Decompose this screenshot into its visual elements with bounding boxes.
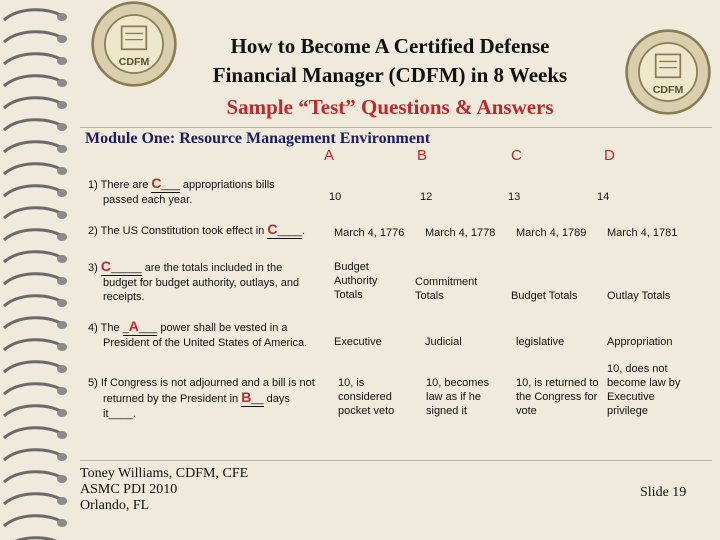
binding-hole: [57, 145, 67, 153]
spiral-binding: [0, 0, 70, 540]
binding-ring: [4, 76, 62, 86]
q1-option-a: 10: [329, 191, 342, 203]
question-5-line2: returned by the President in: [103, 393, 242, 405]
q4-option-c: legislative: [516, 336, 565, 348]
binding-hole: [57, 321, 67, 329]
module-heading: Module One: Resource Management Environment: [85, 130, 431, 147]
binding-ring: [4, 252, 62, 262]
question-5-line3: it____.: [103, 408, 137, 420]
presenter-footer: [80, 466, 248, 514]
binding-hole: [57, 211, 67, 219]
question-3-text: 3): [88, 262, 101, 274]
binding-hole: [57, 123, 67, 131]
q5-option-a: 10, is considered pocket veto: [338, 377, 395, 417]
binding-hole: [57, 453, 67, 461]
question-3-answer: C: [100, 258, 111, 274]
q5-option-d: 10, does not become law by Executive privilege: [607, 363, 681, 417]
event-location: Orlando, FL: [80, 498, 150, 513]
binding-ring: [4, 406, 62, 416]
binding-hole: [57, 431, 67, 439]
binding-hole: [57, 343, 67, 351]
q2-option-a: March 4, 1776: [334, 227, 405, 239]
binding-hole: [57, 387, 67, 395]
binding-ring: [4, 340, 62, 350]
question-4-text-end: power shall be vested in a: [157, 322, 288, 334]
page-title-line2: Financial Manager (CDFM) in 8 Weeks: [212, 63, 568, 87]
binding-hole: [57, 167, 67, 175]
question-4-text: 4) The: [88, 322, 123, 334]
question-3-line2: budget for budget authority, outlays, and: [103, 277, 300, 289]
q2-option-c: March 4, 1789: [516, 227, 587, 239]
question-1-text-end: appropriations bills: [179, 179, 275, 191]
binding-ring: [4, 10, 62, 20]
binding-hole: [57, 101, 67, 109]
binding-hole: [57, 255, 67, 263]
question-4: 4) The _A___ power shall be vested in a President of the United States of America.: [88, 318, 308, 349]
binding-ring: [4, 516, 62, 526]
question-5: 5) If Congress is not adjourned and a bill is not returned by the President in B__ days it____.: [88, 377, 315, 420]
question-2-answer: C: [267, 221, 278, 237]
q1-option-d: 14: [597, 191, 610, 203]
question-1: 1) There are C___ appropriations bills passed each year.: [88, 175, 275, 206]
binding-ring: [4, 274, 62, 284]
q5-option-b: 10, becomes law as if he signed it: [426, 377, 489, 417]
binding-ring: [4, 32, 62, 42]
q4-option-a: Executive: [334, 336, 382, 348]
logo-text-right: CDFM: [652, 84, 684, 97]
binding-ring: [4, 54, 62, 64]
question-3-text-end: are the totals included in the: [141, 262, 283, 274]
q4-option-d: Appropriation: [607, 336, 673, 348]
binding-ring: [4, 450, 62, 460]
binding-hole: [57, 189, 67, 197]
question-1-text: 1) There are: [88, 179, 152, 191]
binding-hole: [57, 233, 67, 241]
page-title-line1: How to Become A Certified Defense: [230, 34, 550, 58]
binding-hole: [57, 277, 67, 285]
question-2-text-end: .: [301, 225, 306, 237]
question-1-line2: passed each year.: [103, 194, 193, 206]
binding-hole: [57, 365, 67, 373]
asmc-seal-logo-right: [624, 28, 712, 116]
q5-option-c: 10, is returned to the Congress for vote: [516, 377, 599, 417]
question-2: 2) The US Constitution took effect in C____.: [88, 221, 306, 237]
q3-option-a: Budget Authority Totals: [334, 261, 378, 301]
binding-ring: [4, 362, 62, 372]
question-5-answer: B: [241, 389, 252, 405]
divider-bottom: [80, 460, 712, 461]
divider-top: [80, 127, 712, 128]
question-1-answer: C: [151, 175, 162, 191]
q3-option-c: Budget Totals: [511, 290, 578, 302]
binding-ring: [4, 120, 62, 130]
page-subtitle: Sample “Test” Questions & Answers: [226, 95, 554, 119]
event-name: ASMC PDI 2010: [80, 482, 178, 497]
binding-ring: [4, 494, 62, 504]
binding-ring: [4, 428, 62, 438]
question-4-line2: President of the United States of America.: [103, 337, 308, 349]
question-3-line3: receipts.: [103, 291, 145, 303]
binding-hole: [57, 57, 67, 65]
binding-hole: [57, 13, 67, 21]
binding-ring: [4, 142, 62, 152]
q3-option-d: Outlay Totals: [607, 290, 671, 302]
binding-ring: [4, 384, 62, 394]
question-5-text: 5) If Congress is not adjourned and a bill is not: [88, 377, 315, 389]
question-3: 3) C_____ are the totals included in the budget for budget authority, outlays, and receipts.: [88, 258, 300, 303]
binding-hole: [57, 497, 67, 505]
binding-hole: [57, 519, 67, 527]
q4-option-b: Judicial: [425, 336, 462, 348]
column-header-b: B: [417, 147, 428, 164]
column-header-c: C: [511, 147, 522, 164]
logo-text-left: CDFM: [118, 56, 150, 69]
binding-ring: [4, 208, 62, 218]
binding-hole: [57, 35, 67, 43]
binding-ring: [4, 230, 62, 240]
slide-number: Slide 19: [640, 485, 687, 500]
column-header-a: A: [324, 147, 335, 164]
binding-ring: [4, 318, 62, 328]
q1-option-c: 13: [508, 191, 521, 203]
question-5-line2-end: days: [263, 393, 290, 405]
q1-option-b: 12: [420, 191, 433, 203]
binding-ring: [4, 164, 62, 174]
question-4-answer: A: [128, 318, 139, 334]
binding-ring: [4, 296, 62, 306]
binding-hole: [57, 79, 67, 87]
binding-hole: [57, 475, 67, 483]
q2-option-b: March 4, 1778: [425, 227, 496, 239]
q3-option-b: Commitment Totals: [415, 276, 478, 302]
column-header-d: D: [604, 147, 615, 164]
q2-option-d: March 4, 1781: [607, 227, 678, 239]
binding-ring: [4, 98, 62, 108]
asmc-seal-logo-left: [90, 0, 178, 88]
binding-ring: [4, 472, 62, 482]
binding-ring: [4, 186, 62, 196]
binding-hole: [57, 409, 67, 417]
presenter-name: Toney Williams, CDFM, CFE: [80, 466, 249, 481]
binding-hole: [57, 299, 67, 307]
question-2-text: 2) The US Constitution took effect in: [88, 225, 268, 237]
